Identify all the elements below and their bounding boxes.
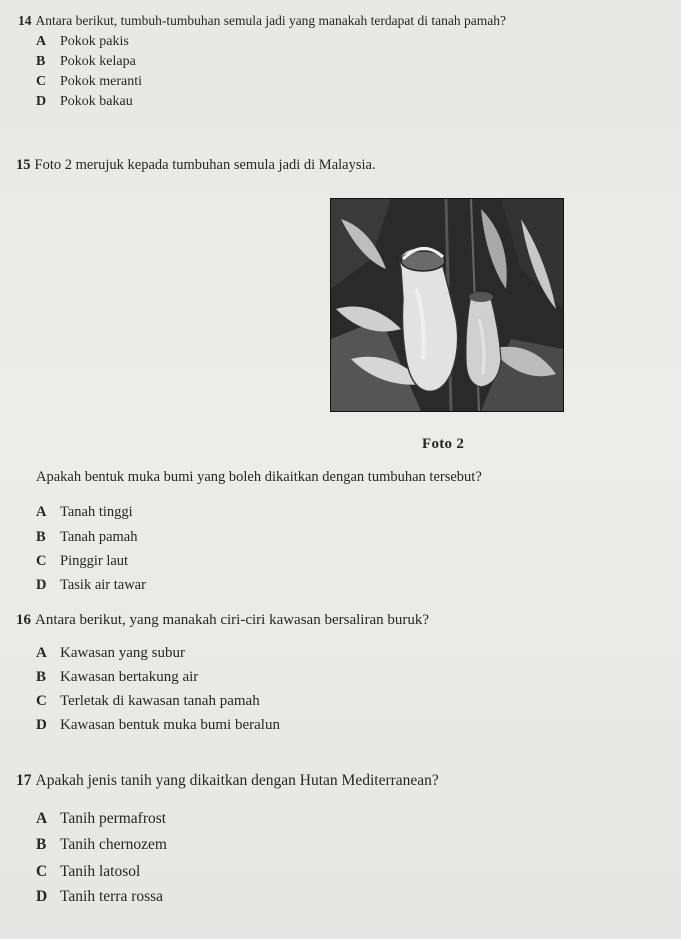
option-a[interactable]	[36, 811, 166, 827]
option-d[interactable]	[36, 889, 163, 905]
question-15-intro	[16, 158, 376, 173]
option-c[interactable]	[36, 554, 128, 569]
question-text: Apakah jenis tanih yang dikaitkan dengan Hutan Mediterranean?	[35, 772, 439, 789]
option-text: Tanah tinggi	[60, 504, 133, 520]
option-b[interactable]	[36, 670, 198, 685]
option-text: Pokok meranti	[60, 74, 143, 89]
option-text: Terletak di kawasan tanah pamah	[60, 693, 260, 709]
option-text: Kawasan bentuk muka bumi beralun	[60, 717, 280, 733]
question-text: Antara berikut, tumbuh-tumbuhan semula jadi yang manakah terdapat di tanah pamah?	[35, 13, 506, 28]
option-text: Tanih permafrost	[60, 810, 167, 827]
option-text: Tanah pamah	[60, 529, 138, 545]
option-letter: B	[36, 54, 46, 69]
option-c[interactable]	[36, 864, 140, 880]
option-letter: A	[36, 810, 48, 827]
question-14-stem	[18, 14, 506, 28]
option-text: Tanih latosol	[60, 863, 141, 880]
question-15-stem	[36, 470, 482, 485]
option-d[interactable]	[36, 95, 133, 109]
option-d[interactable]	[36, 718, 280, 733]
option-letter: D	[36, 888, 48, 905]
photo-caption: Foto 2	[422, 436, 465, 452]
option-text: Tanih terra rossa	[60, 888, 164, 905]
question-16-stem	[16, 613, 429, 628]
question-number: 15	[16, 157, 31, 173]
foto-2-image	[330, 198, 564, 412]
option-letter: B	[36, 836, 47, 853]
option-letter: C	[36, 553, 47, 569]
option-b[interactable]	[36, 55, 136, 69]
question-17-stem	[16, 773, 439, 789]
option-b[interactable]	[36, 837, 167, 853]
option-letter: A	[36, 504, 47, 520]
option-letter: B	[36, 529, 46, 545]
option-letter: C	[36, 74, 47, 89]
option-letter: D	[36, 94, 47, 109]
option-letter: D	[36, 717, 47, 733]
option-b[interactable]	[36, 530, 138, 545]
option-letter: A	[36, 34, 47, 49]
option-text: Kawasan yang subur	[60, 645, 185, 661]
question-number: 17	[16, 772, 32, 789]
question-text: Apakah bentuk muka bumi yang boleh dikaitkan dengan tumbuhan tersebut?	[36, 469, 482, 485]
question-text: Antara berikut, yang manakah ciri-ciri kawasan bersaliran buruk?	[35, 612, 429, 628]
option-text: Kawasan bertakung air	[60, 669, 199, 685]
option-text: Tanih chernozem	[60, 836, 167, 853]
option-letter: C	[36, 863, 48, 880]
option-c[interactable]	[36, 75, 142, 89]
option-letter: B	[36, 669, 47, 685]
option-letter: C	[36, 693, 47, 709]
option-text: Pokok kelapa	[60, 54, 136, 69]
option-a[interactable]	[36, 35, 129, 49]
option-letter: D	[36, 577, 47, 593]
option-a[interactable]	[36, 646, 185, 661]
question-number: 14	[18, 13, 32, 28]
option-text: Tasik air tawar	[60, 577, 146, 593]
option-a[interactable]	[36, 505, 133, 520]
option-d[interactable]	[36, 578, 146, 593]
option-text: Pokok bakau	[60, 94, 133, 109]
option-letter: A	[36, 645, 47, 661]
option-c[interactable]	[36, 694, 260, 709]
question-intro-text: Foto 2 merujuk kepada tumbuhan semula jadi di Malaysia.	[34, 157, 376, 173]
option-text: Pinggir laut	[60, 553, 129, 569]
option-text: Pokok pakis	[60, 34, 129, 49]
question-number: 16	[16, 612, 31, 628]
